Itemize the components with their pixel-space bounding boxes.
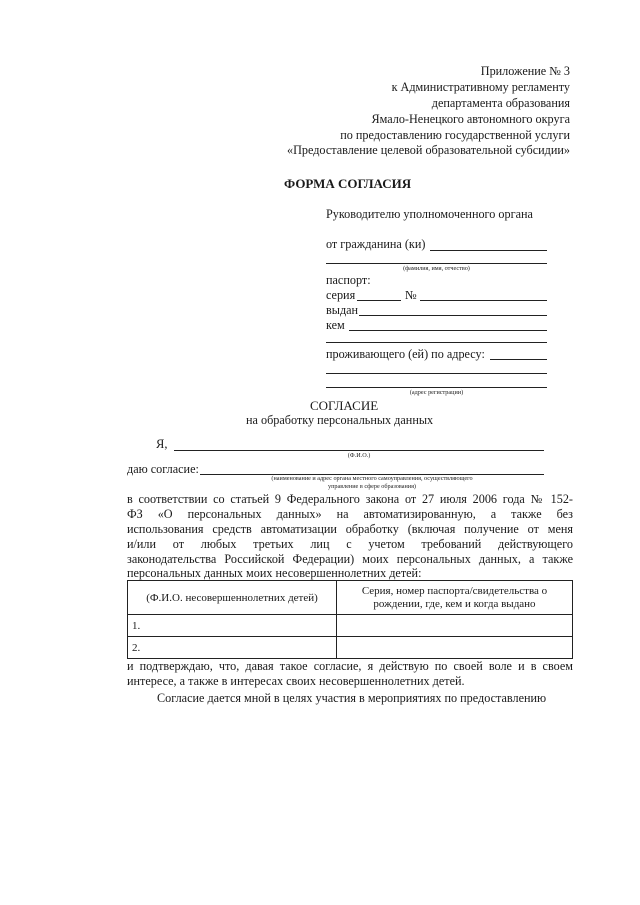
address-line bbox=[490, 359, 547, 360]
address-line-2 bbox=[326, 373, 547, 374]
table-cell bbox=[337, 615, 573, 637]
by-label: кем bbox=[326, 318, 345, 332]
header-line-6: «Предоставление целевой образовательной субсидии» bbox=[286, 143, 570, 157]
by-line-2 bbox=[326, 342, 547, 343]
para-line-5: законодательства Российской Федерации) моих персональных данных, а также bbox=[127, 552, 573, 566]
para-line-2: ФЗ «О персональных данных» на автоматизированную, а также без bbox=[127, 507, 573, 521]
org-hint-2: управление в сфере образования) bbox=[328, 483, 416, 490]
number-line bbox=[420, 300, 547, 301]
i-fio-line bbox=[174, 450, 544, 451]
para-line-6: персональных данных моих несовершеннолетних детей: bbox=[127, 566, 422, 580]
fio-hint: (фамилия, имя, отчество) bbox=[403, 265, 470, 272]
table-row bbox=[128, 615, 573, 637]
table-cell: 2. bbox=[128, 637, 337, 659]
header-line-1: Приложение № 3 bbox=[480, 64, 570, 78]
table-cell: 1. bbox=[128, 615, 337, 637]
give-label: даю согласие: bbox=[127, 462, 199, 476]
purpose-line: Согласие дается мной в целях участия в мероприятиях по предоставлению bbox=[157, 691, 547, 705]
form-title: ФОРМА СОГЛАСИЯ bbox=[284, 176, 412, 191]
header-line-3: департамента образования bbox=[431, 96, 570, 110]
table-cell bbox=[337, 637, 573, 659]
header-line-5: по предоставлению государственной услуги bbox=[340, 128, 570, 142]
consent-title: СОГЛАСИЕ bbox=[310, 398, 379, 413]
fio-line bbox=[326, 263, 547, 264]
addressee-to: Руководителю уполномоченного органа bbox=[326, 207, 533, 221]
i-label: Я, bbox=[156, 437, 168, 451]
from-line bbox=[430, 250, 547, 251]
col1-header: (Ф.И.О. несовершеннолетних детей) bbox=[128, 581, 337, 615]
issued-label: выдан bbox=[326, 303, 359, 317]
passport-label: паспорт: bbox=[326, 273, 371, 287]
after-line-2: интересе, а также в интересах своих несовершеннолетних детей. bbox=[127, 674, 465, 688]
address-line-3 bbox=[326, 387, 547, 388]
address-hint: (адрес регистрации) bbox=[409, 389, 464, 396]
header-line-4: Ямало-Ненецкого автономного округа bbox=[371, 112, 570, 126]
para-line-4: и/или от любых третьих лиц с учетом требований действующего bbox=[127, 537, 573, 551]
series-line bbox=[357, 300, 401, 301]
address-label: проживающего (ей) по адресу: bbox=[326, 347, 485, 361]
series-label: серия bbox=[326, 288, 356, 302]
by-line bbox=[349, 330, 547, 331]
col2-header: Серия, номер паспорта/свидетельства о рождении, где, кем и когда выдано bbox=[337, 581, 573, 615]
number-label: № bbox=[405, 288, 417, 302]
issued-line bbox=[359, 315, 547, 316]
after-line-1: и подтверждаю, что, давая такое согласие, я действую по своей воле и в своем bbox=[127, 659, 573, 673]
org-hint-1: (наименование и адрес органа местного самоуправления, осуществляющего bbox=[271, 475, 473, 482]
consent-subtitle: на обработку персональных данных bbox=[246, 413, 434, 427]
from-label: от гражданина (ки) bbox=[326, 237, 426, 251]
table-header-row bbox=[128, 581, 573, 615]
i-fio-hint: (Ф.И.О.) bbox=[347, 452, 371, 459]
table-row bbox=[128, 637, 573, 659]
para-line-1: в соответствии со статьей 9 Федерального закона от 27 июля 2006 года № 152- bbox=[127, 492, 573, 506]
children-table bbox=[127, 580, 573, 659]
para-line-3: использования средств автоматизации обработку (включая получение от меня bbox=[127, 522, 573, 536]
header-line-2: к Административному регламенту bbox=[391, 80, 570, 94]
